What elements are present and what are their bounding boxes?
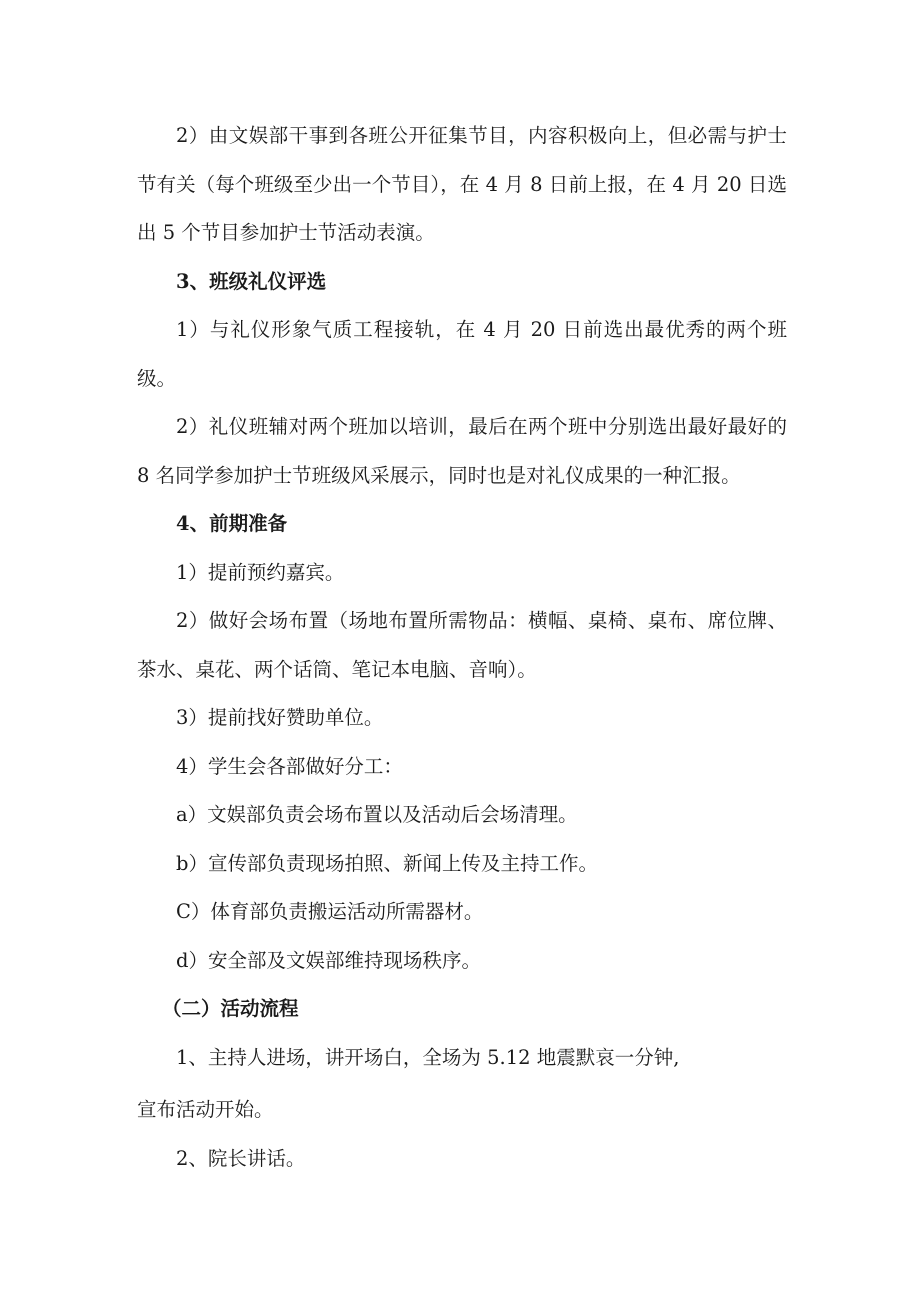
paragraph-sponsors: 3）提前找好赞助单位。 bbox=[176, 706, 384, 729]
paragraph-etiquette-selection: 1）与礼仪形象气质工程接轨，在 4 月 20 日前选出最优秀的两个班级。 bbox=[137, 318, 787, 390]
list-item-security-dept: d）安全部及文娱部维持现场秩序。 bbox=[176, 948, 481, 972]
paragraph-host-opening: 1、主持人进场，讲开场白，全场为 5.12 地震默哀一分钟, bbox=[176, 1045, 680, 1069]
list-item-entertainment-dept: a）文娱部负责会场布置以及活动后会场清理。 bbox=[176, 803, 578, 826]
list-item-sports-dept: C）体育部负责搬运活动所需器材。 bbox=[176, 900, 484, 923]
heading-activity-flow: （二）活动流程 bbox=[162, 997, 299, 1020]
document-page bbox=[137, 112, 794, 1183]
paragraph-division-of-labor: 4）学生会各部做好分工： bbox=[176, 754, 403, 778]
paragraph-invite-guests: 1）提前预约嘉宾。 bbox=[176, 560, 345, 584]
paragraph-program-collection: 2）由文娱部干事到各班公开征集节目，内容积极向上，但必需与护士节有关（每个班级至少出一个节目），在 4 月 8 日前上报，在 4 月 20 日选出 5 个节目参加护士节活动表演。 bbox=[137, 124, 787, 244]
paragraph-venue-setup: 2）做好会场布置（场地布置所需物品：横幅、桌椅、桌布、席位牌、茶水、桌花、两个话筒、笔记本电脑、音响）。 bbox=[137, 609, 787, 681]
paragraph-announce-start: 宣布活动开始。 bbox=[137, 1098, 274, 1121]
list-item-publicity-dept: b）宣传部负责现场拍照、新闻上传及主持工作。 bbox=[176, 851, 598, 875]
heading-class-etiquette: 3、班级礼仪评选 bbox=[176, 269, 327, 293]
heading-preparation: 4、前期准备 bbox=[176, 512, 288, 535]
paragraph-dean-speech: 2、院长讲话。 bbox=[176, 1146, 306, 1170]
paragraph-etiquette-training: 2）礼仪班辅对两个班加以培训，最后在两个班中分别选出最好最好的 8 名同学参加护士节班级风采展示，同时也是对礼仪成果的一种汇报。 bbox=[137, 415, 794, 487]
